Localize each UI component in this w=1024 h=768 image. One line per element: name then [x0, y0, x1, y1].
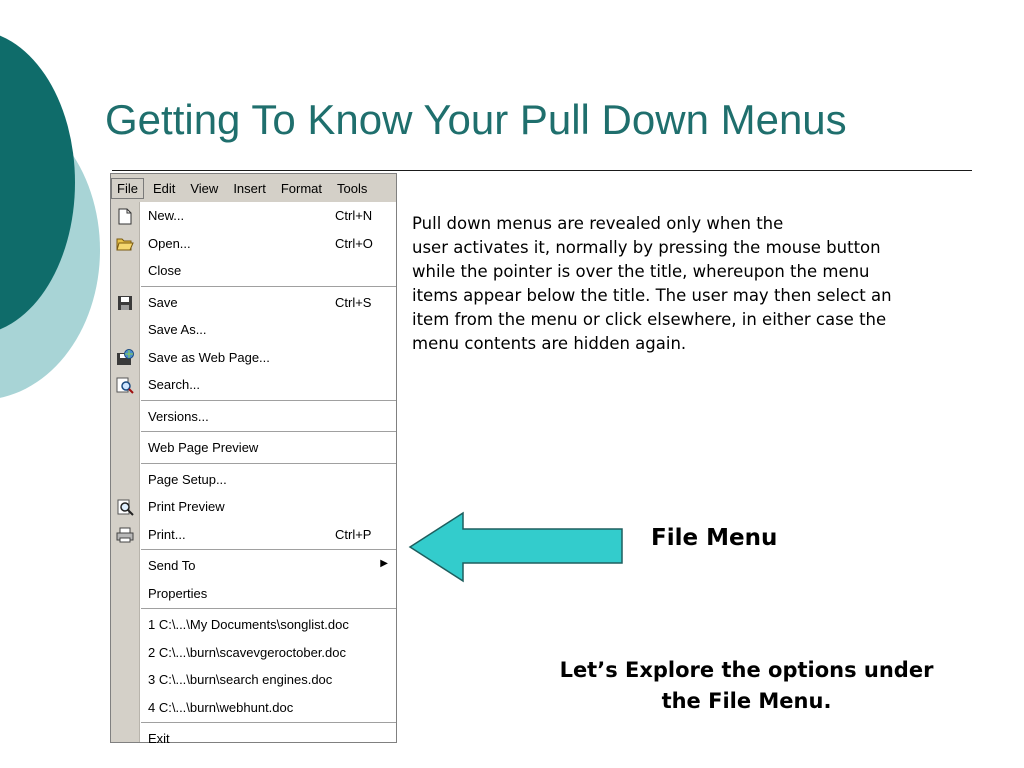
- menu-item-label: Exit: [148, 731, 170, 746]
- menu-item-shortcut: Ctrl+S: [335, 294, 372, 310]
- menu-item-print-preview[interactable]: [111, 493, 396, 521]
- save-icon: [116, 294, 134, 312]
- menu-item-label: Save: [148, 294, 178, 310]
- file-menu-label: File Menu: [651, 525, 778, 551]
- menu-item-web-page-preview[interactable]: [111, 434, 396, 462]
- menu-item-label: Send To: [148, 558, 196, 573]
- description-line: item from the menu or click elsewhere, in either case the: [412, 310, 887, 329]
- printer-icon: [116, 526, 134, 544]
- explore-caption: [505, 655, 988, 717]
- menu-item-label: Save As...: [148, 322, 207, 337]
- menu-item-send-to[interactable]: [111, 552, 396, 580]
- menu-item-label: Print Preview: [148, 499, 225, 514]
- description-text: [412, 212, 1002, 356]
- menu-item-label: Versions...: [148, 408, 209, 424]
- menu-item-label: Search...: [148, 377, 201, 392]
- menu-separator: [141, 463, 396, 465]
- file-menu-screenshot: [110, 173, 397, 746]
- menu-item-shortcut: Ctrl+P: [335, 526, 372, 542]
- menubar-edit[interactable]: Edit: [152, 180, 176, 196]
- menu-item-label: Open...: [148, 235, 191, 251]
- explore-line: the File Menu.: [661, 689, 832, 713]
- menu-item-recent-file-1[interactable]: [111, 611, 396, 639]
- menubar-format[interactable]: Format: [280, 180, 322, 196]
- description-line: user activates it, normally by pressing the mouse button: [412, 238, 881, 257]
- menu-separator: [141, 549, 396, 551]
- menu-item-label: Properties: [148, 585, 208, 601]
- menu-item-label: 3 C:\...\burn\search engines.doc: [148, 672, 333, 687]
- menubar: [111, 174, 396, 202]
- menu-item-label: 1 C:\...\My Documents\songlist.doc: [148, 617, 349, 632]
- menu-item-label: Print...: [148, 526, 186, 542]
- menu-item-print[interactable]: [111, 521, 396, 549]
- menu-item-save-as[interactable]: [111, 316, 396, 344]
- menu-separator: [141, 400, 396, 402]
- menu-item-close[interactable]: [111, 257, 396, 285]
- menubar-file[interactable]: File: [111, 178, 144, 199]
- print-preview-icon: [116, 498, 134, 516]
- menu-item-new[interactable]: [111, 202, 396, 230]
- menu-item-label: Page Setup...: [148, 471, 227, 487]
- left-arrow-icon: [408, 511, 626, 583]
- menu-item-save-as-web-page[interactable]: [111, 344, 396, 372]
- description-line: Pull down menus are revealed only when the: [412, 214, 784, 233]
- menu-item-save[interactable]: [111, 289, 396, 317]
- file-menu-dropdown: [111, 202, 396, 746]
- new-document-icon: [116, 207, 134, 225]
- menu-item-recent-file-4[interactable]: [111, 694, 396, 722]
- explore-line: Let’s Explore the options under: [559, 658, 934, 682]
- menu-item-label: 4 C:\...\burn\webhunt.doc: [148, 699, 294, 715]
- menu-item-label: 2 C:\...\burn\scavevgeroctober.doc: [148, 644, 346, 660]
- menu-separator: [141, 431, 396, 433]
- search-icon: [116, 376, 134, 394]
- menu-separator: [141, 608, 396, 610]
- menu-item-search[interactable]: [111, 371, 396, 399]
- open-folder-icon: [116, 235, 134, 253]
- menu-item-label: Close: [148, 263, 182, 278]
- menu-item-recent-file-3[interactable]: [111, 666, 396, 694]
- menu-separator: [141, 722, 396, 724]
- title-divider: [112, 170, 972, 171]
- menu-item-page-setup[interactable]: [111, 466, 396, 494]
- menu-separator: [141, 286, 396, 288]
- menubar-tools[interactable]: Tools: [337, 180, 368, 196]
- menu-item-open[interactable]: [111, 230, 396, 258]
- description-line: items appear below the title. The user may then select an: [412, 286, 892, 305]
- menu-item-versions[interactable]: [111, 403, 396, 431]
- menu-item-exit[interactable]: [111, 725, 396, 753]
- description-line: while the pointer is over the title, whereupon the menu: [412, 262, 870, 281]
- web-page-icon: [116, 349, 134, 367]
- menu-item-shortcut: Ctrl+N: [335, 208, 373, 223]
- menubar-insert[interactable]: Insert: [233, 180, 266, 196]
- menu-item-label: New...: [148, 208, 185, 223]
- submenu-arrow-icon: ▶: [380, 558, 388, 569]
- description-line: menu contents are hidden again.: [412, 334, 687, 353]
- menu-item-label: Web Page Preview: [148, 440, 259, 455]
- menubar-view[interactable]: View: [190, 180, 219, 196]
- menu-item-properties[interactable]: [111, 580, 396, 608]
- menu-item-label: Save as Web Page...: [148, 349, 270, 365]
- menu-item-shortcut: Ctrl+O: [335, 235, 373, 251]
- menu-item-recent-file-2[interactable]: [111, 639, 396, 667]
- slide-title: Getting To Know Your Pull Down Menus: [105, 96, 847, 143]
